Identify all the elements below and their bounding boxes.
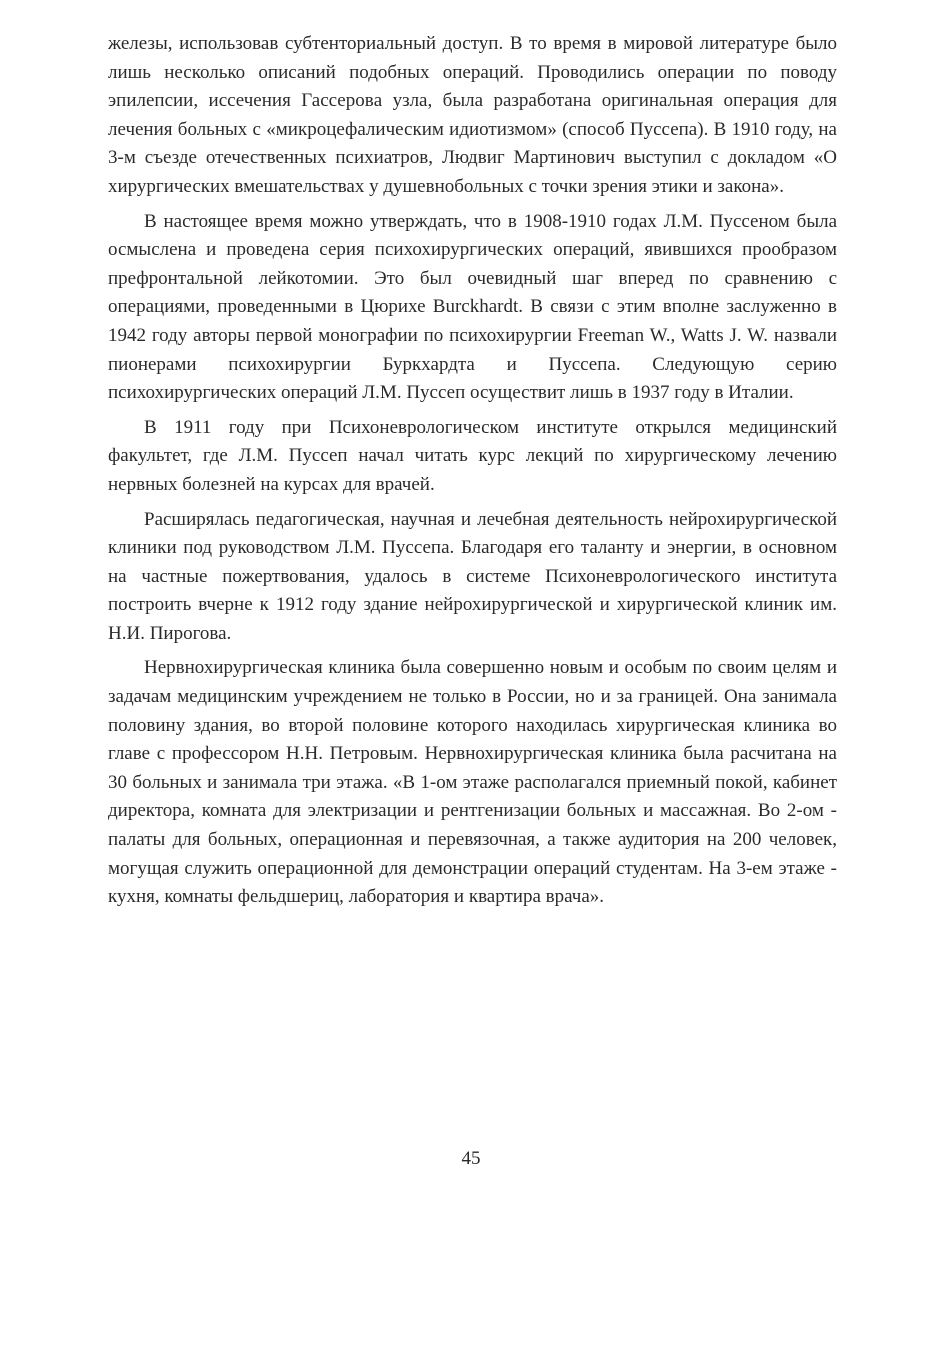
paragraph-continuation: железы, использовав субтенториальный доступ. В то время в мировой литературе было лишь несколько описаний подобных операций. Проводились операции по поводу эпилепсии, иссечения Гассеровa узла, была разработана оригинальная операция для лечения больных с «микроцефалическим идиотизмом» (способ Пуссепа). В 1910 году, на 3-м съезде отечественных психиатров, Людвиг Мартинович выступил с докладом «О хирургических вмешательствах у душевнобольных с точки зрения этики и закона». <box>108 33 837 197</box>
page-number: 45 <box>461 1148 481 1169</box>
paragraph-psychosurgery: В настоящее время можно утверждать, что в 1908-1910 годах Л.М. Пуссеном была осмыслена и проведена серия психохирургических операций, явившихся прообразом префронтальной лейкотомии. Это был очевидный шаг вперед по сравнению с операциями, проведенными в Цюрихе Burckhardt. В связи с этим вполне заслуженно в 1942 году авторы первой монографии по психохирургии Freeman W., Watts J. W. назвали пионерами психохирургии Буркхардта и Пуссепа. Следующую серию психохирургических операций Л.М. Пуссеп осуществит лишь в 1937 году в Италии. <box>108 210 837 404</box>
body-text <box>108 30 837 918</box>
paragraph-clinic-description: Нервнохирургическая клиника была совершенно новым и особым по своим целям и задачам медицинским учреждением не только в России, но и за границей. Она занимала половину здания, во второй половине которого находилась хирургическая клиника во главе с профессором Н.Н. Петровым. Нервнохирургическая клиника была расчитана на 30 больных и занимала три этажа. «В 1-ом этаже располагался приемный покой, кабинет директора, комната для электризации и рентгенизации больных и массажная. Во 2-ом - палаты для больных, операционная и перевязочная, а также аудитория на 200 человек, могущая служить операционной для демонстрации операций студентам. На 3-ем этаже - кухня, комнаты фельдшериц, лаборатория и квартира врача». <box>108 657 837 908</box>
paragraph-clinic-activity: Расширялась педагогическая, научная и лечебная деятельность нейрохирургической клиники под руководством Л.М. Пуссепа. Благодаря его таланту и энергии, в основном на частные пожертвования, удалось в системе Психоневрологического института построить вчерне к 1912 году здание нейрохирургической и хирургической клиник им. Н.И. Пирогова. <box>108 508 837 644</box>
paragraph-medical-faculty: В 1911 году при Психоневрологическом институте открылся медицинский факультет, где Л.М. Пуссеп начал читать курс лекций по хирургическому лечению нервных болезней на курсах для врачей. <box>108 416 837 495</box>
